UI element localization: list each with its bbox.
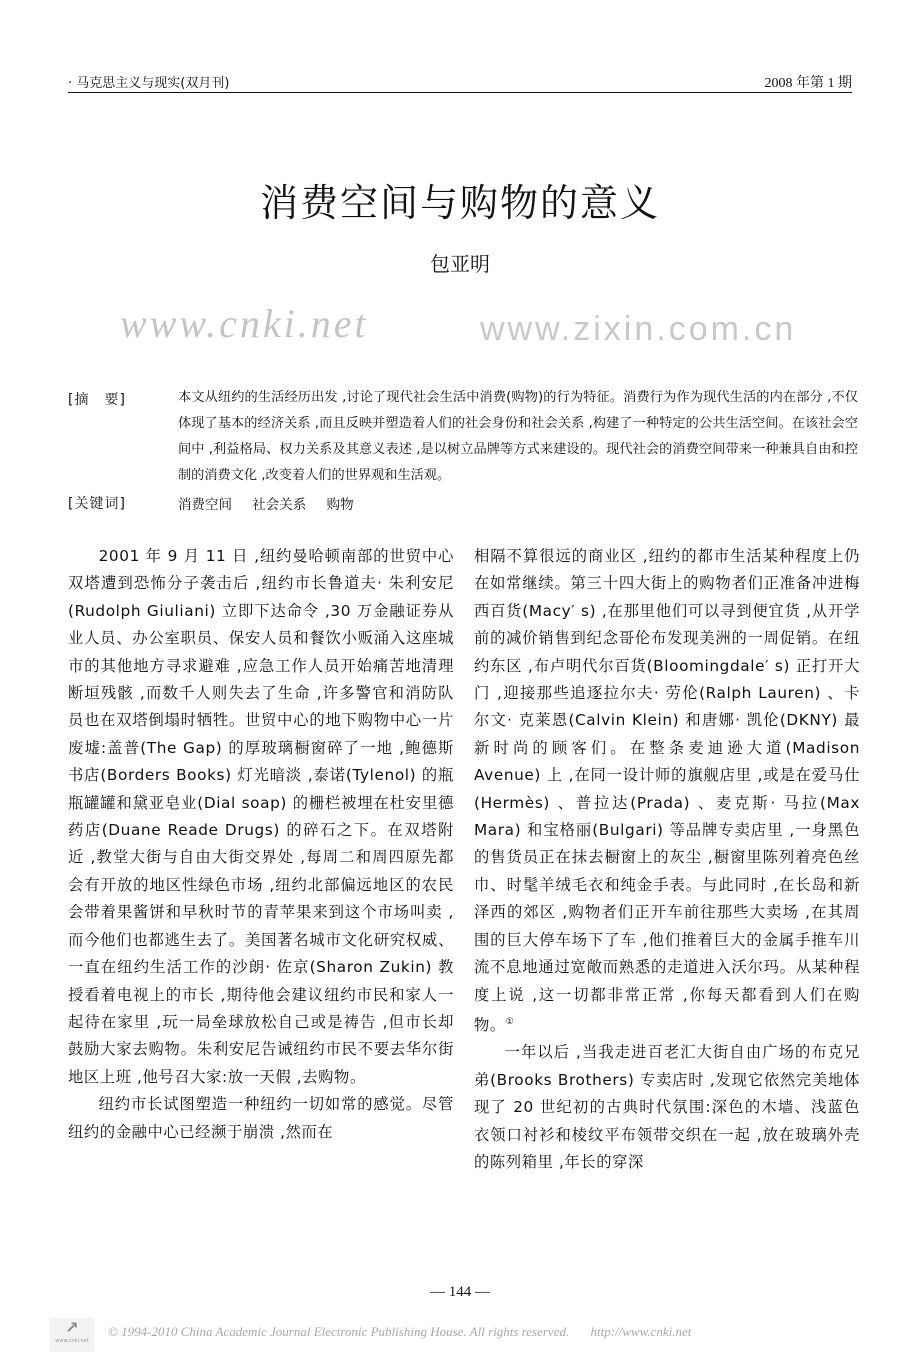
paragraph: 一年以后 ,当我走进百老汇大街自由广场的布克兄弟(Brooks Brothers) 专卖店时 ,发现它依然完美地体现了 20 世纪初的古典时代氛围:深色的木墙、浅蓝色衣领口衬衫和棱纹平布领带交织在一起 ,放在玻璃外壳的陈列箱里 ,年长的穿深 — [474, 1043, 860, 1172]
page-number: — 144 — — [430, 1284, 490, 1300]
paragraph-text: 相隔不算很远的商业区 ,纽约的都市生活某种程度上仍在如常继续。第三十四大街上的购物者们正准备冲进梅西百货(Macy′ s) ,在那里他们可以寻到便宜货 ,从开学前的减价销售到纪念哥伦布发现美洲的一周促销。在纽约东区 ,布卢明代尔百货(Bloomingdale′ s) 正打开大门 ,迎接那些追逐拉尔夫· 劳伦(Ralph Lauren) 、卡尔文· 克莱恩(Calvin Klein) 和唐娜· 凯伦(DKNY) 最新时尚的顾客们。在整条麦迪逊大道(Madison Avenue) 上 ,在同一设计师的旗舰店里 ,或是在爱马仕(Hermès) 、普拉达(Prada) 、麦克斯· 马拉(Max Mara) 和宝格丽(Bulgari) 等品牌专卖店里 ,一身黑色的售货员正在抹去橱窗上的灰尘 ,橱窗里陈列着亮色丝巾、时髦羊绒毛衣和纯金手表。与此同时 ,在长岛和新泽西的郊区 ,购物者们正开车前往那些大卖场 ,在其周围的巨大停车场下了车 ,他们推着巨大的金属手推车川流不息地通过宽敞而熟悉的走道进入沃尔玛。从某种程度上说 ,这一切都非常正常 ,你每天都看到人们在购物。 — [474, 547, 860, 1034]
keyword: 消费空间 — [178, 497, 232, 513]
keyword: 购物 — [326, 497, 354, 513]
keyword: 社会关系 — [252, 497, 307, 513]
body-column-left — [68, 543, 454, 1146]
paragraph: 2001 年 9 月 11 日 ,纽约曼哈顿南部的世贸中心双塔遭到恐怖分子袭击后 ,纽约市长鲁道夫· 朱利安尼(Rudolph Giuliani) 立即下达命令 ,30 万金融证券从业人员、办公室职员、保安人员和餐饮小贩涌入这座城市的其他地方寻求避难 ,应急工作人员开始痛苦地清理断垣残骸 ,而数千人则失去了生命 ,许多警官和消防队员也在双塔倒塌时牺牲。世贸中心的地下购物中心一片废墟:盖普(The Gap) 的厚玻璃橱窗碎了一地 ,鲍德斯书店(Borders Books) 灯光暗淡 ,泰诺(Tylenol) 的瓶瓶罐罐和黛亚皂业(Dial soap) 的栅栏被埋在杜安里德药店(Duane Reade Drugs) 的碎石之下。在双塔附近 ,教堂大街与自由大街交界处 ,每周二和周四原先都会有开放的地区性绿色市场 ,纽约北部偏远地区的农民会带着果酱饼和早秋时节的青苹果来到这个市场叫卖 ,而今他们也都逃生去了。美国著名城市文化研究权威、一直在纽约生活工作的沙朗· 佐京(Sharon Zukin) 教授看着电视上的市长 ,期待他会建议纽约市民和家人一起待在家里 ,玩一局垒球放松自己或是祷告 ,但市长却鼓励大家去购物。朱利安尼告诫纽约市民不要去华尔街地区上班 ,他号召大家:放一天假 ,去购物。 — [68, 547, 454, 1086]
keywords-list — [178, 493, 370, 513]
issue-label: 2008 年第 1 期 — [764, 76, 852, 91]
copyright-text: © 1994-2010 China Academic Journal Electronic Publishing House. All rights reserved. — [108, 1324, 570, 1339]
copyright-footer — [108, 1324, 691, 1340]
footer-url-link[interactable]: http://www.cnki.net — [590, 1324, 692, 1339]
abstract-text: 本文从纽约的生活经历出发 ,讨论了现代社会生活中消费(购物)的行为特征。消费行为作为现代生活的内在部分 ,不仅体现了基本的经济关系 ,而且反映并塑造着人们的社会身份和社会关系 ,构建了一种特定的公共生活空间。在该社会空间中 ,利益格局、权力关系及其意义表述 ,是以树立品牌等方式来建设的。现代社会的消费空间带来一种兼具自由和控制的消费文化 ,改变着人们的世界观和生活观。 — [178, 390, 858, 483]
cnki-logo — [50, 1318, 94, 1352]
paragraph: 纽约市长试图塑造一种纽约一切如常的感觉。尽管纽约的金融中心已经濒于崩溃 ,然而在 — [68, 1095, 454, 1141]
watermark-zixin: www.zixin.com.cn — [480, 310, 797, 348]
body-column-right — [474, 543, 860, 1176]
cnki-logo-text: www.cnki.net — [55, 1338, 89, 1344]
paragraph — [474, 543, 860, 1039]
watermark-cnki: www.cnki.net — [120, 301, 369, 346]
journal-name: · 马克思主义与现实(双月刊) — [68, 76, 230, 91]
article-author: 包亚明 — [430, 252, 490, 276]
footnote-marker[interactable]: ① — [505, 1016, 515, 1027]
cnki-logo-icon: ↗ — [65, 1318, 79, 1337]
running-header — [68, 72, 852, 93]
abstract-label: [摘 要] — [68, 392, 126, 408]
article-title: 消费空间与购物的意义 — [259, 181, 660, 225]
keywords-label: [关键词] — [68, 496, 126, 512]
